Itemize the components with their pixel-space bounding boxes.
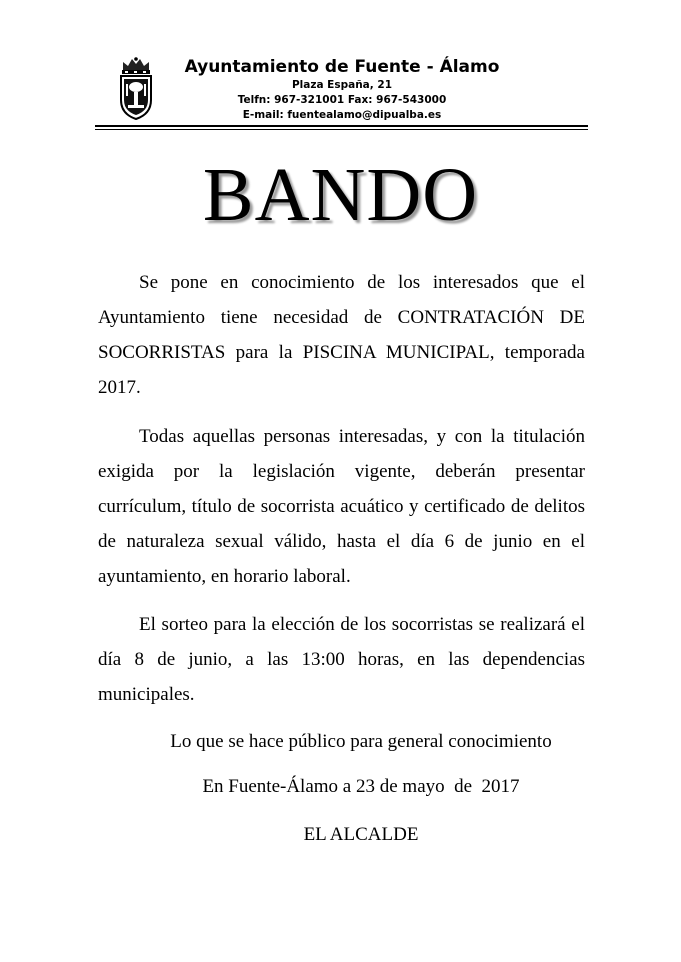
paragraph-announcement: Se pone en conocimiento de los interesados que el Ayuntamiento tiene necesidad de CONTRATACIÓN DE SOCORRISTAS para la PISCINA MUNICIPAL, temporada 2017. — [98, 272, 585, 398]
signature: EL ALCALDE — [303, 824, 419, 845]
header-rule-thick — [95, 125, 588, 127]
municipality-name: Ayuntamiento de Fuente - Álamo — [184, 57, 500, 77]
place-date: En Fuente-Álamo a 23 de mayo de 2017 — [202, 776, 520, 797]
email: E-mail: fuentealamo@dipualba.es — [242, 109, 442, 121]
document-title: BANDO — [202, 153, 479, 237]
paragraph-draw: El sorteo para la elección de los socorristas se realizará el día 8 de junio, a las 13:00 horas, en las dependencias municipales. — [98, 614, 585, 705]
closing-line: Lo que se hace público para general conocimiento — [170, 731, 552, 752]
header-rule-thin — [95, 129, 588, 130]
letterhead — [95, 52, 588, 132]
phone-fax: Telfn: 967-321001 Fax: 967-543000 — [237, 94, 447, 106]
address: Plaza España, 21 — [291, 79, 393, 91]
letterhead-text — [177, 56, 507, 123]
paragraph-requirements: Todas aquellas personas interesadas, y con la titulación exigida por la legislación vigente, deberán presentar currículum, título de socorrista acuático y certificado de delitos de naturaleza sexual válido, hasta el día 6 de junio en el ayuntamiento, en horario laboral. — [98, 426, 585, 587]
coat-of-arms-icon — [117, 56, 155, 120]
